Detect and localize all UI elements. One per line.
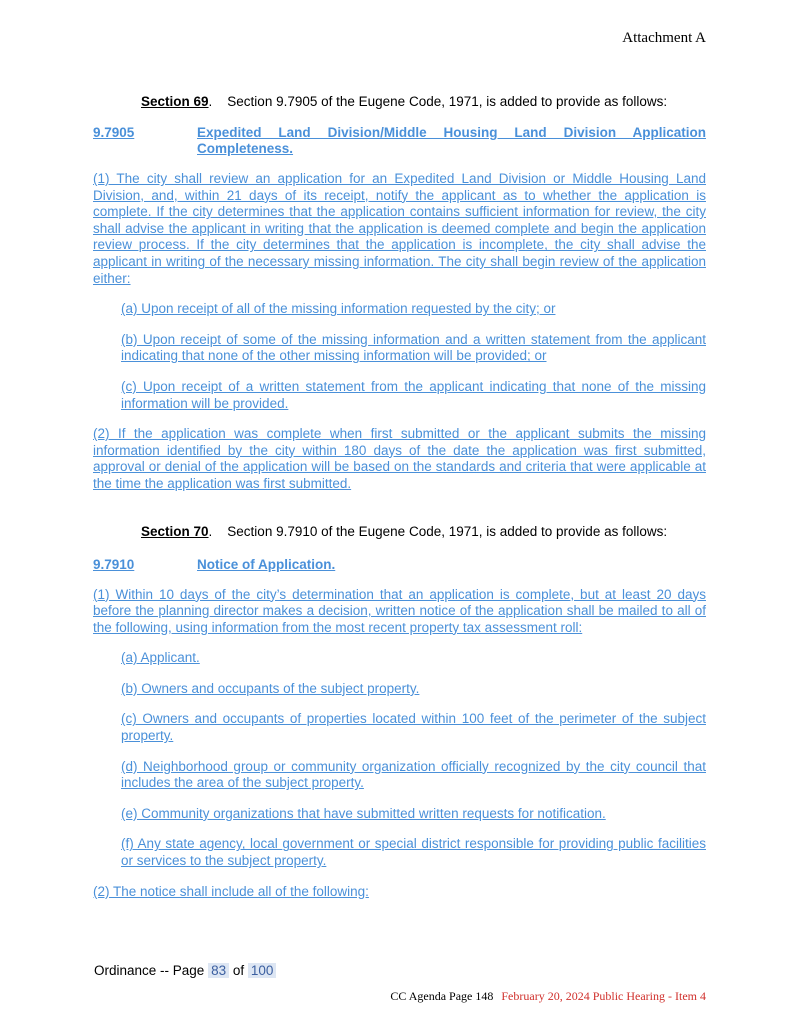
section-9-7905-heading [93,125,706,157]
section-70-intro: Section 70. Section 9.7910 of the Eugene Code, 1971, is added to provide as follows: [141,523,668,539]
agenda-footer [390,989,706,1004]
footer-prefix: Ordinance -- Page [94,963,205,978]
subparagraph-e: (e) Community organizations that have submitted written requests for notification. [121,805,606,821]
section-69-label: Section 69 [141,94,209,109]
subparagraph-a: (a) Applicant. [121,650,200,666]
subparagraph-c: (c) Owners and occupants of properties located within 100 feet of the perimeter of the subject property. [121,711,706,744]
page-number: 83 [208,963,229,978]
paragraph-1: (1) Within 10 days of the city’s determination that an application is complete, but at least 20 days before the planning director makes a decision, written notice of the application shall be mailed to all of the following, using information from the most recent property tax assessment roll: [93,586,706,635]
subparagraph-f: (f) Any state agency, local government or special district responsible for providing public facilities or services to the subject property. [121,836,706,869]
heading-number: 9.7905 [93,125,135,140]
section-69-text: Section 9.7905 of the Eugene Code, 1971, is added to provide as follows: [227,94,668,109]
heading-title: Notice of Application. [197,556,336,572]
subparagraph-a: (a) Upon receipt of all of the missing information requested by the city; or [121,301,556,317]
document-body [93,93,706,900]
attachment-label: Attachment A [622,30,706,46]
section-70-text: Section 9.7910 of the Eugene Code, 1971, is added to provide as follows: [227,523,668,539]
heading-number: 9.7910 [93,556,135,572]
section-9-7910-heading [93,557,706,573]
paragraph-2: (2) The notice shall include all of the following: [93,883,369,899]
subparagraph-b: (b) Upon receipt of some of the missing information and a written statement from the applicant indicating that none of the other missing information will be provided; or [121,331,706,364]
page-footer [94,963,276,978]
footer-of: of [232,963,245,978]
paragraph-2: (2) If the application was complete when first submitted or the applicant submits the missing information identified by the city within 180 days of the date the application was first submitted, approval or denial of the application will be based on the standards and criteria that were applicable at the time the application was first submitted. [93,426,706,491]
paragraph-1: (1) The city shall review an application for an Expedited Land Division or Middle Housing Land Division, and, within 21 days of its receipt, notify the applicant as to whether the application is complete. If the city determines that the application contains sufficient information for review, the city shall advise the applicant in writing that the application is deemed complete and begin the application review process. If the city determines that the application is incomplete, the city shall advise the applicant in writing of the necessary missing information. The city shall begin review of the application either: [93,171,706,286]
hearing-date: February 20, 2024 Public Hearing - Item 4 [501,989,706,1003]
heading-title: Expedited Land Division/Middle Housing Land Division Application Completeness. [197,125,706,156]
agenda-page: CC Agenda Page 148 [390,989,494,1003]
subparagraph-b: (b) Owners and occupants of the subject property. [121,680,420,696]
section-69-intro: Section 69. Section 9.7905 of the Eugene Code, 1971, is added to provide as follows: [141,94,668,109]
subparagraph-d: (d) Neighborhood group or community organization officially recognized by the city council that includes the area of the subject property. [121,758,706,791]
page-total: 100 [248,963,277,978]
section-70-label: Section 70 [141,523,209,539]
subparagraph-c: (c) Upon receipt of a written statement from the applicant indicating that none of the missing information will be provided. [121,378,706,411]
